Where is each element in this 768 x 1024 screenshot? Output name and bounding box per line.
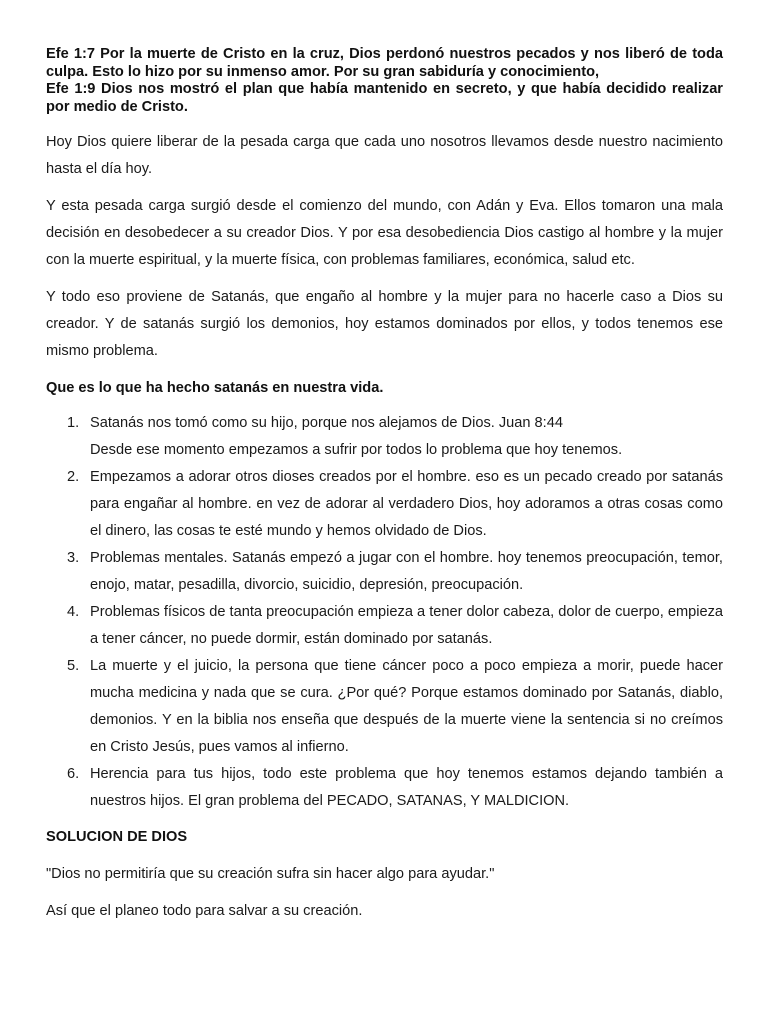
list-item [46,761,723,815]
list-item-number: 4. [67,604,80,621]
list-item-number: 6. [67,766,80,783]
problems-list [46,410,723,815]
list-item-text: Problemas mentales. Satanás empezó a jugar con el hombre. hoy tenemos preocupación, temor, enojo, matar, pesadilla, divorcio, suicidio, depresión, preocupación. [90,550,723,594]
list-item-text: Herencia para tus hijos, todo este problema que hoy tenemos estamos dejando también a nuestros hijos. El gran problema del PECADO, SATANAS, Y MALDICION. [90,766,723,810]
list-item [46,410,723,464]
list-item-text: Empezamos a adorar otros dioses creados por el hombre. eso es un pecado creado por satanás para engañar al hombre. en vez de adorar al verdadero Dios, hoy adoramos a otras cosas como el dinero, las cosas te esté mundo y hemos olvidado de Dios. [90,469,723,540]
solution-heading: SOLUCION DE DIOS [46,829,188,846]
list-item-text: Satanás nos tomó como su hijo, porque nos alejamos de Dios. Juan 8:44 [90,415,563,432]
list-item-number: 5. [67,658,80,675]
verse-efe-1-9: Efe 1:9 Dios nos mostró el plan que había mantenido en secreto, y que había decidido realizar por medio de Cristo. [46,81,723,115]
closing-paragraph: Así que el planeo todo para salvar a su creación. [46,903,363,920]
list-item-text: Problemas físicos de tanta preocupación empieza a tener dolor cabeza, dolor de cuerpo, empieza a tener cáncer, no puede dormir, están dominado por satanás. [90,604,723,648]
list-item-number: 1. [67,415,80,432]
list-item-text-continued: Desde ese momento empezamos a sufrir por todos lo problema que hoy tenemos. [90,442,623,459]
verse-efe-1-7: Efe 1:7 Por la muerte de Cristo en la cruz, Dios perdonó nuestros pecados y nos liberó de toda culpa. Esto lo hizo por su inmenso amor. Por su gran sabiduría y conocimiento, [46,46,723,80]
paragraph-satan: Y todo eso proviene de Satanás, que engaño al hombre y la mujer para no hacerle caso a Dios su creador. Y de satanás surgió los demonios, hoy estamos dominados por ellos, y todos tenemos ese mismo problema. [46,289,723,360]
verse-block [46,46,723,116]
list-item [46,545,723,599]
paragraph-intro: Hoy Dios quiere liberar de la pesada carga que cada uno nosotros llevamos desde nuestro nacimiento hasta el día hoy. [46,134,723,178]
list-item-number: 3. [67,550,80,567]
list-item-text: La muerte y el juicio, la persona que tiene cáncer poco a poco empieza a morir, puede hacer mucha medicina y nada que se cura. ¿Por qué? Porque estamos dominado por Satanás, diablo, demonios. Y en la biblia nos enseña que después de la muerte viene la sentencia si no creímos en Cristo Jesús, pues vamos al infierno. [90,658,723,756]
document-page [46,46,723,935]
paragraph-adam-eve: Y esta pesada carga surgió desde el comienzo del mundo, con Adán y Eva. Ellos tomaron una mala decisión en desobedecer a su creador Dios. Y por esa desobediencia Dios castigo al hombre y la mujer con la muerte espiritual, y la muerte física, con problemas familiares, económica, salud etc. [46,198,723,269]
section-heading: Que es lo que ha hecho satanás en nuestra vida. [46,380,384,397]
list-item [46,464,723,545]
list-item [46,653,723,761]
list-item [46,599,723,653]
quote-paragraph: "Dios no permitiría que su creación sufra sin hacer algo para ayudar." [46,866,495,883]
list-item-number: 2. [67,469,80,486]
